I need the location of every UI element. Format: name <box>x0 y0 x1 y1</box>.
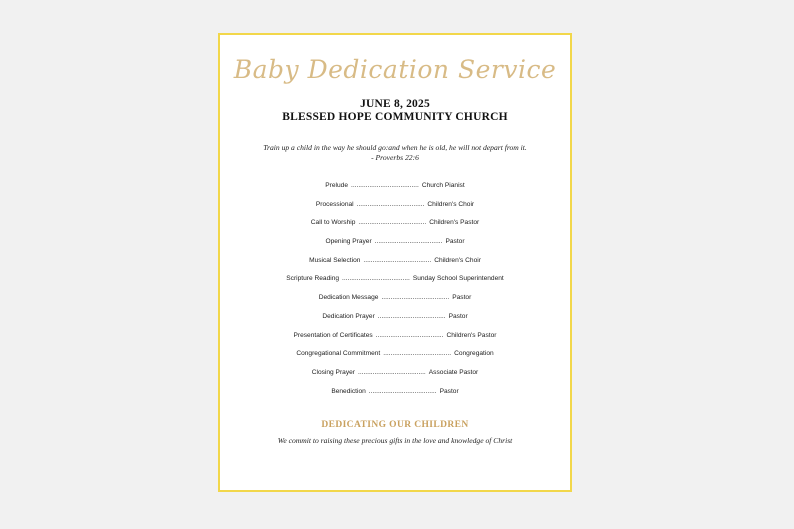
program-leader: Pastor <box>448 312 468 320</box>
program-item: Benediction <box>331 387 366 395</box>
leader-dots: ..................................... <box>356 200 425 208</box>
section-text: We commit to raising these precious gifts in the love and knowledge of Christ <box>277 436 513 445</box>
leader-dots: ..................................... <box>351 182 419 189</box>
program-item: Call to Worship <box>310 219 356 227</box>
leader-dots: ..................................... <box>363 256 432 264</box>
program-leader: Pastor <box>439 387 459 395</box>
program-row <box>220 200 570 219</box>
leader-dots: ..................................... <box>374 238 443 246</box>
program-item: Closing Prayer <box>311 368 355 376</box>
program-leader: Pastor <box>445 238 465 246</box>
program-row <box>220 181 570 200</box>
leader-dots: ..................................... <box>357 368 426 376</box>
program-leader: Children's Choir <box>427 200 475 208</box>
program-leader: Children's Pastor <box>429 219 480 227</box>
program-item: Scripture Reading <box>286 275 340 283</box>
program-row <box>220 237 570 256</box>
program-item: Prelude <box>325 182 349 189</box>
program-item: Processional <box>315 200 354 208</box>
program-row <box>220 331 570 350</box>
church-name: BLESSED HOPE COMMUNITY CHURCH <box>282 111 508 123</box>
program-item: Dedication Prayer <box>322 312 375 320</box>
leader-dots: ..................................... <box>358 219 427 227</box>
program-row <box>220 218 570 237</box>
program-leader: Congregation <box>454 350 494 358</box>
program-leader: Associate Pastor <box>428 368 479 376</box>
program-item: Opening Prayer <box>325 238 372 246</box>
leader-dots: ..................................... <box>377 312 446 320</box>
service-title: Baby Dedication Service <box>233 55 557 84</box>
verse-text: Train up a child in the way he should go:and when he is old, he will not depart from it. <box>263 143 527 152</box>
program-row <box>220 256 570 275</box>
program-row <box>220 274 570 293</box>
program-row <box>220 349 570 368</box>
program-item: Musical Selection <box>309 256 361 264</box>
leader-dots: ..................................... <box>383 350 452 358</box>
leader-dots: ..................................... <box>381 294 450 302</box>
program-row <box>220 387 570 406</box>
program-leader: Church Pianist <box>421 182 465 189</box>
leader-dots: ..................................... <box>375 331 444 339</box>
program-row <box>220 312 570 331</box>
program-leader: Sunday School Superintendent <box>412 275 504 283</box>
program-leader: Children's Pastor <box>446 331 497 339</box>
order-of-service <box>220 181 570 405</box>
program-leader: Children's Choir <box>434 256 481 264</box>
program-leader: Pastor <box>452 294 472 302</box>
program-row <box>220 293 570 312</box>
verse-reference: - Proverbs 22:6 <box>371 153 419 162</box>
scripture-verse <box>220 143 570 163</box>
leader-dots: ..................................... <box>342 275 410 283</box>
leader-dots: ..................................... <box>368 387 437 395</box>
program-row <box>220 368 570 387</box>
program-page <box>218 33 572 492</box>
service-date: JUNE 8, 2025 <box>360 98 430 110</box>
program-item: Dedication Message <box>318 294 379 302</box>
program-item: Presentation of Certificates <box>293 331 373 339</box>
program-item: Congregational Commitment <box>296 350 381 358</box>
section-heading: DEDICATING OUR CHILDREN <box>321 420 469 430</box>
